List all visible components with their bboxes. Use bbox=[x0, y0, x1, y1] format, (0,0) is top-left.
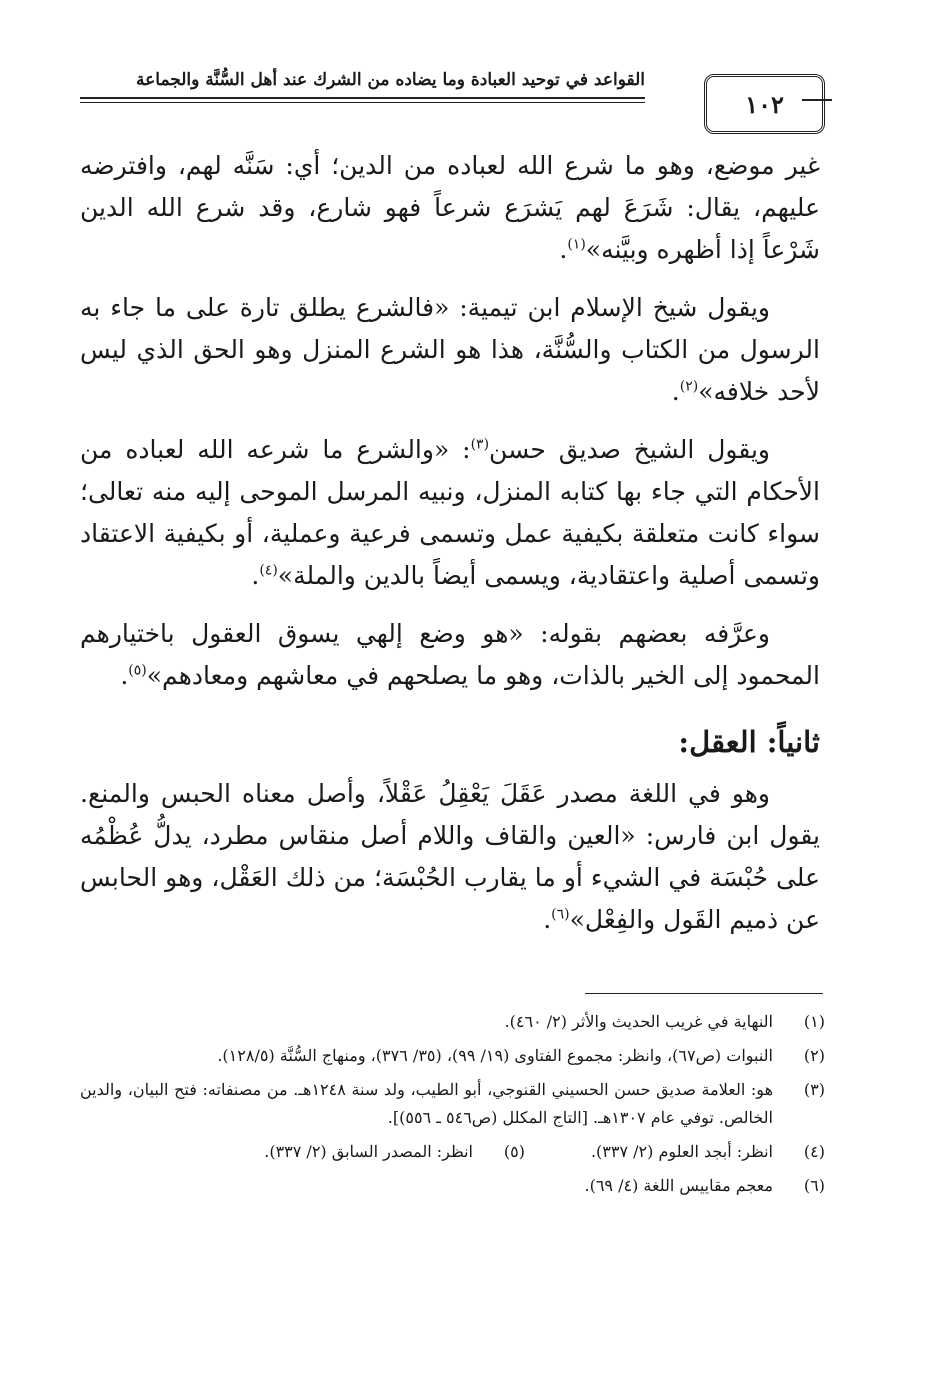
footnote-ref: (١) bbox=[567, 236, 586, 253]
body-text bbox=[80, 145, 820, 957]
header-rule bbox=[80, 97, 645, 99]
footnote-pair bbox=[80, 1138, 825, 1166]
running-header bbox=[80, 62, 825, 130]
footnote-ref: (٢) bbox=[679, 378, 699, 395]
paragraph-text: وعرَّفه بعضهم بقوله: «هو وضع إلهي يسوق العقول باختيارهم المحمود إلى الخير بالذات، وهو ما يصلحهم في معاشهم ومعادهم» bbox=[80, 619, 820, 690]
footnote bbox=[165, 1138, 525, 1166]
footnote-ref: (٦) bbox=[551, 906, 570, 923]
footnote bbox=[80, 1172, 825, 1200]
paragraph bbox=[80, 613, 820, 697]
paragraph-end: . bbox=[251, 561, 260, 590]
footnote-number: (٤) bbox=[803, 1142, 825, 1161]
paragraph-end: . bbox=[120, 661, 129, 690]
paragraph bbox=[80, 773, 820, 941]
footnote bbox=[80, 1008, 825, 1036]
footnote bbox=[80, 1042, 825, 1070]
paragraph bbox=[80, 429, 820, 597]
footnotes bbox=[80, 1008, 825, 1206]
footnote-number: (١) bbox=[803, 1012, 825, 1031]
paragraph-end: . bbox=[543, 905, 552, 934]
paragraph-end: . bbox=[559, 235, 568, 264]
paragraph-text: ويقول الشيخ صديق حسن bbox=[489, 435, 770, 464]
footnote-text: النهاية في غريب الحديث والأثر (٢/ ٤٦٠). bbox=[504, 1012, 773, 1031]
footnote-text: انظر: أبجد العلوم (٢/ ٣٣٧). bbox=[590, 1142, 773, 1161]
paragraph-text: : «والشرع ما شرعه الله لعباده من الأحكام التي جاء بها كتابه المنزل، ونبيه المرسل الموحى إليه منه تعالى؛ سواء كانت متعلقة بكيفية عمل وتسمى فرعية وعملية، أو بكيفية الاعتقاد وتسمى أصلية واعتقادية، ويسمى أيضاً بالدين والملة» bbox=[80, 435, 820, 590]
paragraph-text: ويقول شيخ الإسلام ابن تيمية: «فالشرع يطلق تارة على ما جاء به الرسول من الكتاب والسُّنَّة، هذا هو الشرع المنزل وهو الحق الذي ليس لأحد خلافه» bbox=[80, 293, 820, 406]
header-rule-thin bbox=[80, 102, 645, 103]
footnote-text: معجم مقاييس اللغة (٤/ ٦٩). bbox=[584, 1176, 773, 1195]
footnote-number: (٥) bbox=[503, 1142, 525, 1161]
footnote-ref: (٥) bbox=[128, 662, 147, 679]
page-number: ١٠٢ bbox=[745, 89, 784, 119]
footnote-text: النبوات (ص٦٧)، وانظر: مجموع الفتاوى (١٩/ ٩٩)، (٣٥/ ٣٧٦)، ومنهاج السُّنَّة (١٢٨/٥). bbox=[217, 1046, 773, 1065]
footnote bbox=[80, 1076, 825, 1132]
footnote bbox=[525, 1138, 825, 1166]
footnote-text: انظر: المصدر السابق (٢/ ٣٣٧). bbox=[264, 1142, 473, 1161]
footnote-number: (٦) bbox=[803, 1176, 825, 1195]
paragraph bbox=[80, 145, 820, 271]
page-number-box bbox=[704, 74, 825, 134]
section-heading: ثانياً: العقل: bbox=[678, 725, 820, 759]
footnote-number: (٢) bbox=[803, 1046, 825, 1065]
paragraph bbox=[80, 287, 820, 413]
footnote-ref: (٤) bbox=[259, 562, 278, 579]
footnote-number: (٣) bbox=[803, 1080, 825, 1099]
footnote-separator bbox=[585, 993, 823, 994]
running-title: القواعد في توحيد العبادة وما يضاده من الشرك عند أهل السُّنَّة والجماعة bbox=[136, 70, 645, 90]
footnote-text: هو: العلامة صديق حسن الحسيني القنوجي، أبو الطيب، ولد سنة ١٢٤٨هـ. من مصنفاته: فتح البيان، والدين الخالص. توفي عام ١٣٠٧هـ. [التاج المكلل (ص٥٤٦ ـ ٥٥٦)]. bbox=[80, 1080, 774, 1127]
footnote-ref: (٣) bbox=[470, 436, 490, 453]
paragraph-end: . bbox=[671, 377, 680, 406]
paragraph-text: غير موضع، وهو ما شرع الله لعباده من الدين؛ أي: سَنَّه لهم، وافترضه عليهم، يقال: شَرَعَ لهم يَشرَع شرعاً فهو شارع، وقد شرع الله الدين شَرْعاً إذا أظهره وبيَّنه» bbox=[80, 151, 820, 264]
paragraph-text: وهو في اللغة مصدر عَقَلَ يَعْقِلُ عَقْلاً، وأصل معناه الحبس والمنع. يقول ابن فارس: «العين والقاف واللام أصل منقاس مطرد، يدلُّ عُظْمُه على حُبْسَة في الشيء أو ما يقارب الحُبْسَة؛ من ذلك العَقْل، وهو الحابس عن ذميم القَول والفِعْل» bbox=[80, 779, 820, 934]
